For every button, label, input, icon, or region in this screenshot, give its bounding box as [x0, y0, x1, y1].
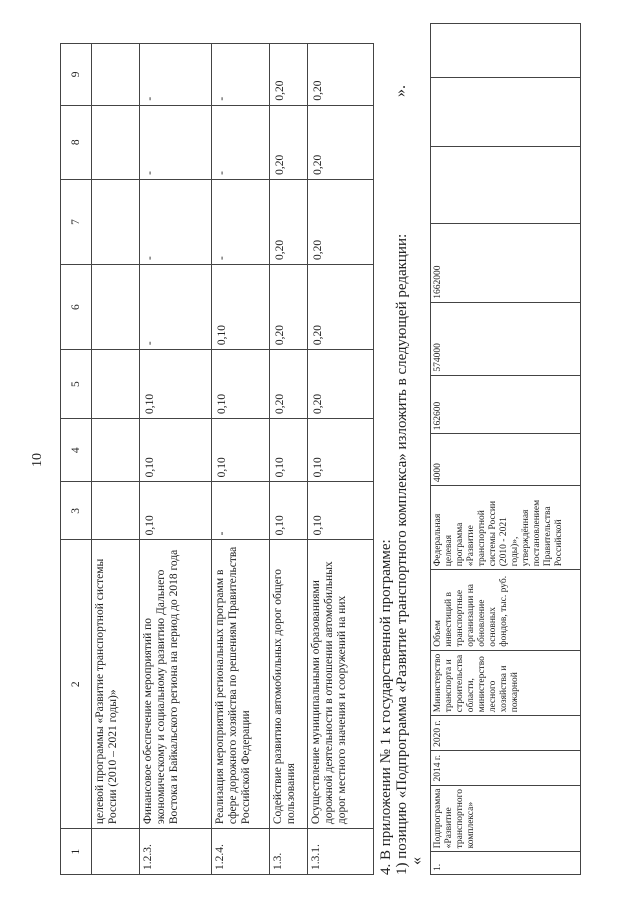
header-cell: 6: [61, 265, 92, 350]
value-cell: 0,10: [308, 418, 374, 481]
name-cell: Подпрограмма «Развитие транспортного комплекса»: [431, 785, 581, 852]
num-cell: [92, 829, 140, 875]
end-cell: 2020 г.: [431, 716, 581, 751]
value-cell: 0,20: [270, 265, 308, 350]
value-cell: 0,10: [140, 418, 212, 481]
value-cell: -: [140, 44, 212, 106]
value-cell: -: [140, 179, 212, 264]
indicator-cell: Объем инвестиций в транспортные организации на обновление основных фондов, тыс. руб.: [431, 570, 581, 650]
empty-cell: [431, 24, 581, 78]
header-cell: 3: [61, 482, 92, 540]
num-cell: 1.3.: [270, 829, 308, 875]
value-cell: -: [212, 44, 270, 106]
header-cell: 8: [61, 105, 92, 179]
table-header-row: [61, 44, 92, 875]
text-cell: Реализация мероприятий региональных программ в сфере дорожного хозяйства по решениям Правительства Российской Федерации: [212, 540, 270, 829]
closing-quote: ».: [392, 85, 409, 97]
value-cell: -: [212, 482, 270, 540]
table-row: [140, 44, 212, 875]
value-cell: 0,20: [270, 105, 308, 179]
value-cell: 162600: [431, 375, 581, 434]
value-cell: 0,10: [140, 350, 212, 419]
header-cell: 9: [61, 44, 92, 106]
table-row: [212, 44, 270, 875]
start-cell: 2014 г.: [431, 750, 581, 785]
table-row: [92, 44, 140, 875]
value-cell: -: [212, 105, 270, 179]
num-cell: 1.3.1.: [308, 829, 374, 875]
source-cell: Федеральная целевая программа «Развитие транспортной системы России (2010 - 2021 годы)», утверждённая постановлением Правительства Российской: [431, 486, 581, 570]
indicators-table: [60, 43, 374, 875]
header-cell: 4: [61, 418, 92, 481]
executor-cell: Министерство транспорта и строительства области, министерство лесного хозяйства и пожарной: [431, 650, 581, 716]
value-cell: 0,10: [270, 482, 308, 540]
value-cell: 0,20: [308, 265, 374, 350]
text-cell: Содействие развитию автомобильных дорог общего пользования: [270, 540, 308, 829]
value-cell: 1662000: [431, 224, 581, 303]
empty-cell: [431, 78, 581, 146]
table-row: [270, 44, 308, 875]
subsection-heading: 1) позицию «Подпрограмма «Развитие транспортного комплекса» изложить в следующей редакции:: [394, 233, 410, 875]
value-cell: 0,20: [308, 105, 374, 179]
header-cell: 1: [61, 829, 92, 875]
text-cell: Осуществление муниципальными образованиями дорожной деятельности в отношении автомобильных дорог местного значения и сооружений на них: [308, 540, 374, 829]
header-cell: 5: [61, 350, 92, 419]
text-cell: целевой программы «Развитие транспортной системы России (2010 – 2021 годы)»: [92, 540, 140, 829]
value-cell: 0,20: [270, 44, 308, 106]
opening-quote: «: [408, 857, 425, 865]
table-row: [431, 24, 581, 875]
value-cell: 0,10: [140, 482, 212, 540]
value-cell: -: [140, 105, 212, 179]
value-cell: 0,20: [270, 350, 308, 419]
value-cell: 574000: [431, 302, 581, 375]
value-cell: 0,10: [270, 418, 308, 481]
page-number: 10: [30, 453, 45, 467]
value-cell: 0,10: [212, 350, 270, 419]
value-cell: 4000: [431, 434, 581, 486]
value-cell: 0,10: [212, 265, 270, 350]
value-cell: 0,20: [308, 350, 374, 419]
value-cell: -: [140, 265, 212, 350]
value-cell: 0,20: [308, 179, 374, 264]
num-cell: 1.: [431, 852, 581, 875]
value-cell: 0,10: [308, 482, 374, 540]
num-cell: 1.2.3.: [140, 829, 212, 875]
value-cell: 0,20: [270, 179, 308, 264]
header-cell: 7: [61, 179, 92, 264]
text-cell: Финансовое обеспечение мероприятий по экономическому и социальному развитию Дальнего Востока и Байкальского региона на период до 2018 года: [140, 540, 212, 829]
value-cell: 0,20: [308, 44, 374, 106]
table-row: [308, 44, 374, 875]
value-cell: -: [212, 179, 270, 264]
value-cell: 0,10: [212, 418, 270, 481]
header-cell: 2: [61, 540, 92, 829]
num-cell: 1.2.4.: [212, 829, 270, 875]
empty-cell: [431, 146, 581, 224]
subprogram-table: [430, 23, 581, 875]
section-heading: 4. В приложении № 1 к государственной программе:: [378, 539, 394, 875]
